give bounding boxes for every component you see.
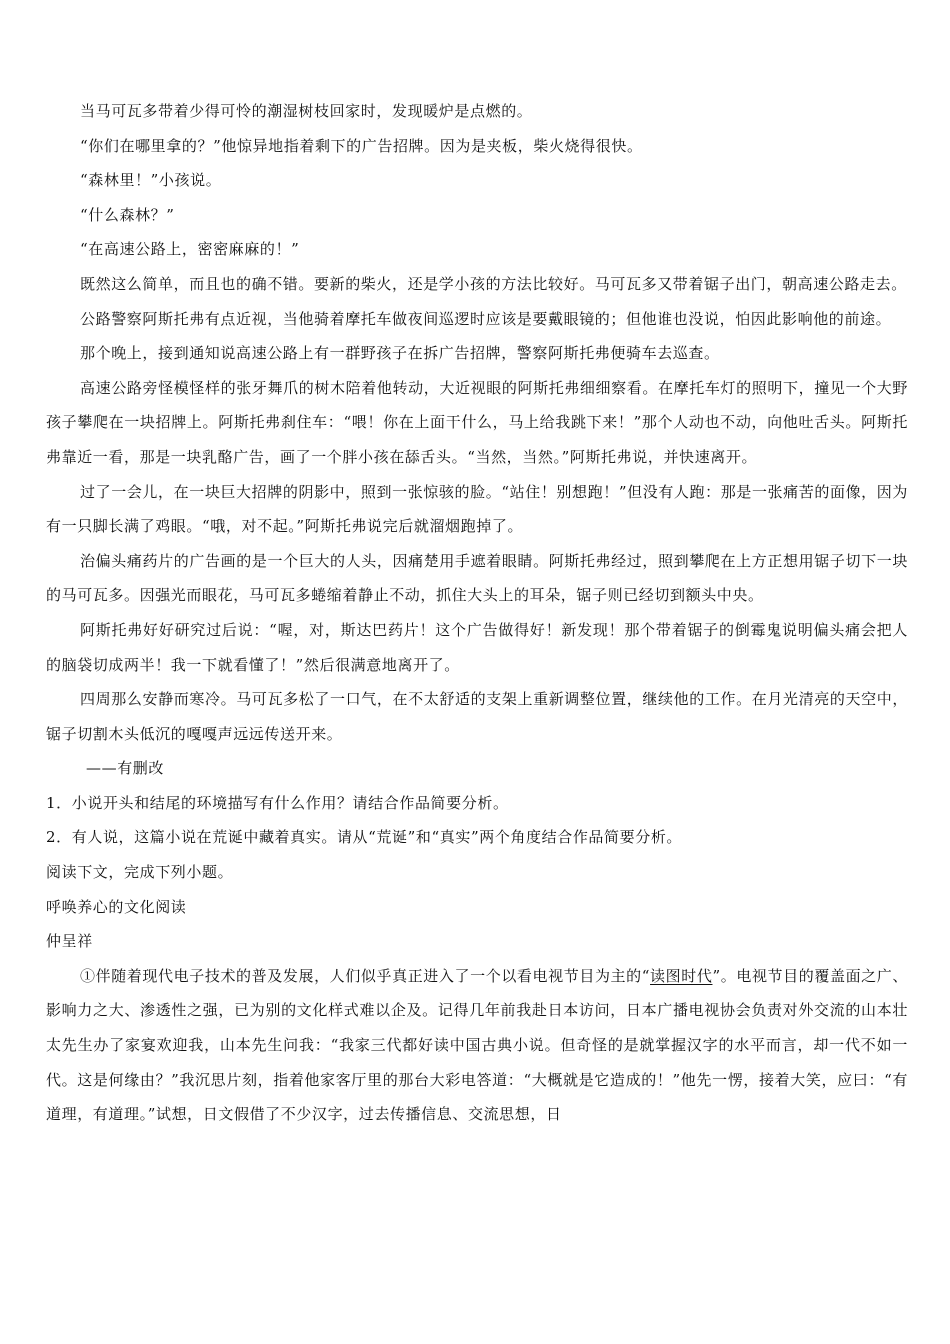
question-1: 1．小说开头和结尾的环境描写有什么作用？请结合作品简要分析。 [46, 793, 509, 812]
underlined-term: 读图时代 [650, 966, 713, 985]
article-paragraph-1-after: ”。电视节目的覆盖面之广、影响力之大、渗透性之强，已为别的文化样式难以企及。记得几年前我赴日本访问，日本广播电视协会负责对外交流的山本壮太先生办了家宴欢迎我，山本先生问我：“我家三代都好读中国古典小说。但奇怪的是就掌握汉字的水平而言，却一代不如一代。这是何缘由？”我沉思片刻，指着他家客厅里的那台大彩电答道：“大概就是它造成的！”他先一愣，接着大笑，应曰：“有道理，有道理。”试想，日文假借了不少汉字，过去传播信息、交流思想，日 [46, 966, 908, 1124]
story-paragraph-8: 那个晚上，接到通知说高速公路上有一群野孩子在拆广告招牌，警察阿斯托弗便骑车去巡查。 [80, 344, 720, 363]
question-2: 2．有人说，这篇小说在荒诞中藏着真实。请从“荒诞”和“真实”两个角度结合作品简要分析。 [46, 828, 683, 847]
story-paragraph-1: 当马可瓦多带着少得可怜的潮湿树枝回家时，发现暖炉是点燃的。 [80, 102, 533, 120]
story-paragraph-5: “在高速公路上，密密麻麻的！” [80, 240, 300, 259]
document-page [46, 94, 908, 1132]
story-paragraph-11: 治偏头痛药片的广告画的是一个巨大的人头，因痛楚用手遮着眼睛。阿斯托弗经过，照到攀爬在上方正想用锯子切下一块的马可瓦多。因强光而眼花，马可瓦多蜷缩着静止不动，抓住大头上的耳朵，锯子则已经切到额头中央。 [46, 551, 908, 605]
story-paragraph-12: 阿斯托弗好好研究过后说：“喔，对，斯达巴药片！这个广告做得好！新发现！那个带着锯子的倒霉鬼说明偏头痛会把人的脑袋切成两半！我一下就看懂了！”然后很满意地离开了。 [46, 620, 908, 674]
story-paragraph-2: “你们在哪里拿的？”他惊异地指着剩下的广告招牌。因为是夹板，柴火烧得很快。 [80, 136, 643, 155]
article-paragraph-1 [46, 959, 908, 1132]
story-paragraph-9: 高速公路旁怪模怪样的张牙舞爪的树木陪着他转动，大近视眼的阿斯托弗细细察看。在摩托车灯的照明下，撞见一个大野孩子攀爬在一块招牌上。阿斯托弗刹住车：“喂！你在上面干什么，马上给我跳下来！”那个人动也不动，向他吐舌头。阿斯托弗靠近一看，那是一块乳酪广告，画了一个胖小孩在舔舌头。“当然，当然。”阿斯托弗说，并快速离开。 [46, 378, 908, 466]
story-paragraph-13: 四周那么安静而寒冷。马可瓦多松了一口气，在不太舒适的支架上重新调整位置，继续他的工作。在月光清亮的天空中，锯子切割木头低沉的嘎嘎声远远传送开来。 [46, 690, 908, 743]
story-attribution: ——有删改 [86, 759, 165, 778]
reading-instruction: 阅读下文，完成下列小题。 [46, 863, 234, 882]
story-paragraph-7: 公路警察阿斯托弗有点近视，当他骑着摩托车做夜间巡逻时应该是要戴眼镜的；但他谁也没说，怕因此影响他的前途。 [80, 309, 892, 328]
article-title: 呼唤养心的文化阅读 [46, 897, 187, 916]
article-paragraph-1-before: ①伴随着现代电子技术的普及发展，人们似乎真正进入了一个以看电视节目为主的“ [80, 966, 651, 985]
story-paragraph-10: 过了一会儿，在一块巨大招牌的阴影中，照到一张惊骇的脸。“站住！别想跑！”但没有人跑：那是一张痛苦的面像，因为有一只脚长满了鸡眼。“哦，对不起。”阿斯托弗说完后就溜烟跑掉了。 [46, 482, 908, 536]
story-paragraph-3: “森林里！”小孩说。 [80, 171, 222, 190]
story-paragraph-6: 既然这么简单，而且也的确不错。要新的柴火，还是学小孩的方法比较好。马可瓦多又带着锯子出门，朝高速公路走去。 [80, 274, 907, 293]
story-paragraph-4: “什么森林？” [80, 205, 175, 224]
article-author: 仲呈祥 [46, 932, 93, 951]
